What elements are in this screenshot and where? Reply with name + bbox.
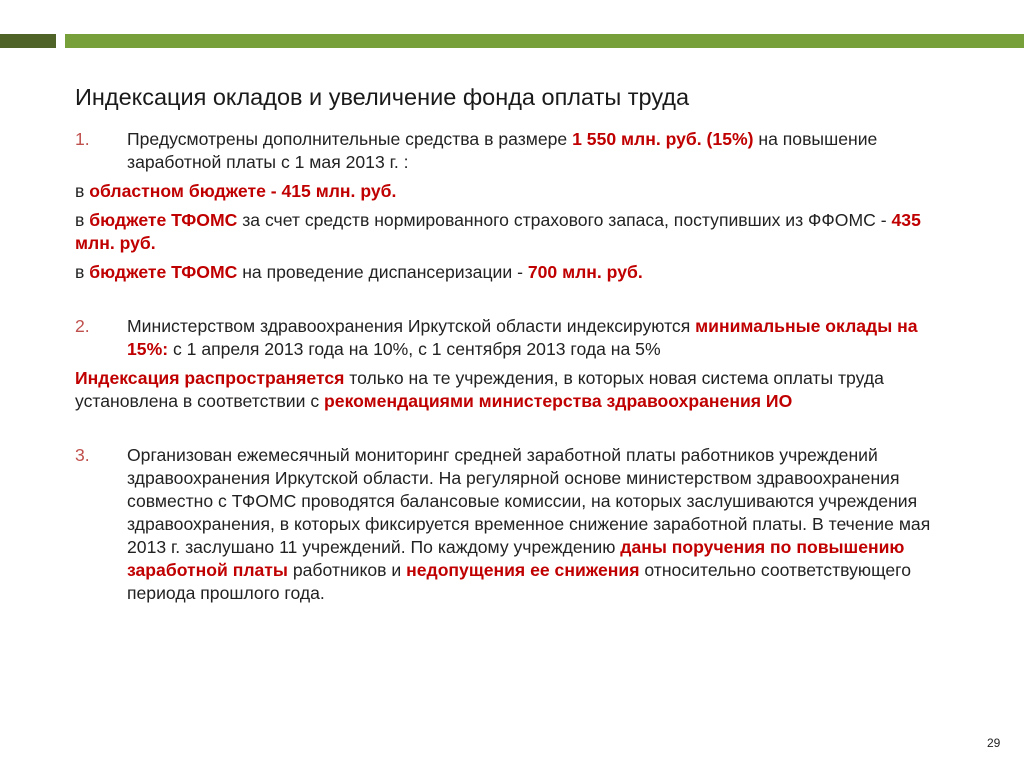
tfoms-amount-435: 435 млн. руб. [75,210,921,253]
indexation-highlight: Индексация распространяется [75,368,345,388]
item2-text-a: Министерством здравоохранения Иркутской области индексируются [127,316,696,336]
line3-middle: на проведение диспансеризации - [237,262,528,282]
page-number: 29 [987,736,1001,750]
list-number-3: 3. [75,445,90,465]
line2-middle: за счет средств нормированного страхового запаса, поступивших из ФФОМС - [237,210,892,230]
header-bar-dark [0,34,56,48]
regional-budget-line [75,180,955,203]
tfoms-budget-highlight-2: бюджете ТФОМС [89,262,238,282]
item1-highlight-amount: 1 550 млн. руб. (15%) [572,129,754,149]
header-bar-light [65,34,1024,48]
line1-prefix: в [75,181,90,201]
regional-budget-highlight: областном бюджете - 415 млн. руб. [89,181,397,201]
ministry-recommendations-highlight: рекомендациями министерства здравоохранения ИО [324,391,793,411]
item3-highlight-orders: даны поручения по повышению заработной платы [127,537,905,580]
indexation-scope-paragraph [75,367,955,413]
slide-title: Индексация окладов и увеличение фонда оплаты труда [75,84,690,110]
list-item-3 [75,444,955,605]
tfoms-amount-700: 700 млн. руб. [527,262,643,282]
line3-prefix: в [75,262,90,282]
item1-text-b: на повышение заработной платы с 1 мая 2013 г. : [127,129,878,172]
item3-text-a: Организован ежемесячный мониторинг средней заработной платы работников учреждений здравоохранения Иркутской области. На регулярной основе министерством здравоохранения совместно с ТФОМС проводятся балансовые комиссии, на которых заслушиваются учреждения здравоохранения, в которых фиксируется временное снижение заработной платы. В течение мая 2013 г. заслушано 11 учреждений. По каждому учреждению [127,445,931,557]
indexation-middle: только на те учреждения, в которых новая система оплаты труда установлена в соответствии с [75,368,884,411]
tfoms-reserve-line [75,209,935,255]
tfoms-dispensary-line [75,261,955,284]
list-item-1 [75,128,955,174]
item3-text-c: относительно соответствующего периода прошлого года. [127,560,911,603]
list-number-2: 2. [75,316,90,336]
slide-content [75,128,955,605]
item2-highlight-salaries: минимальные оклады на 15%: [127,316,918,359]
item2-text-b: с 1 апреля 2013 года на 10%, с 1 сентября 2013 года на 5% [168,339,661,359]
tfoms-budget-highlight-1: бюджете ТФОМС [89,210,238,230]
item1-text-a: Предусмотрены дополнительные средства в размере [127,129,573,149]
item3-highlight-prevent: недопущения ее снижения [406,560,640,580]
list-item-2 [75,315,955,361]
line2-prefix: в [75,210,90,230]
list-number-1: 1. [75,129,90,149]
item3-text-b: работников и [287,560,407,580]
